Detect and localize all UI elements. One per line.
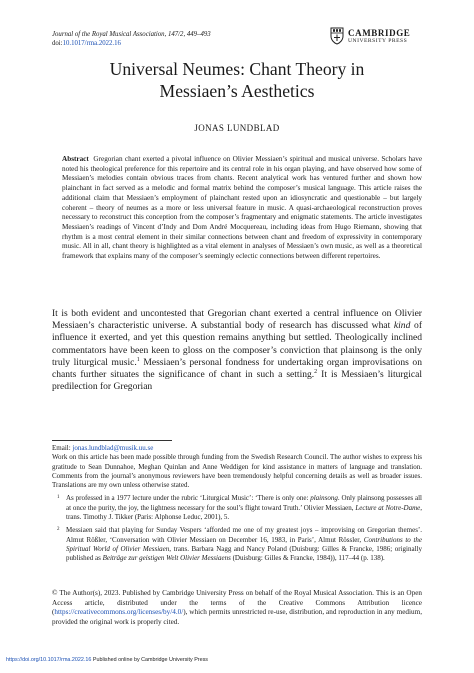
article-title — [0, 58, 474, 102]
notes-section — [52, 444, 422, 564]
abstract-label: Abstract — [62, 155, 89, 163]
body-text-segment: Messiaen’s personal fondness for undertaking organ improvisations on chants further situates the significance of chant in such a setting. — [52, 356, 422, 381]
publisher-logo — [330, 27, 422, 49]
copyright-text: ), which permits unrestricted re-use, distribution, and reproduction in any medium, provided the original work is properly cited. — [52, 608, 422, 626]
article-author: JONAS LUNDBLAD — [194, 123, 280, 133]
footnote-1 — [52, 494, 422, 522]
abstract-text: Gregorian chant exerted a pivotal influence on Olivier Messiaen’s spiritual and musical universe. Scholars have noted his theological preference for this repertoire and its central role in his organ playing, and have observed how some of Messiaen’s melodies contain obvious traces from chants. Recent analytical work has ventured further and shown how plainchant in fact served as a melodic and formal matrix behind the composer’s musical language. This article raises the additional claim that Messiaen’s employment of plainchant rested upon an idiosyncratic and questionable – but largely coherent – theory of neumes as a more or less universal feature in music. A quasi-archaeological reconstruction proves necessary to reconstruct this conception from the composer’s fragmentary and enigmatic statements. The article investigates Messiaen’s readings of Vincent d’Indy and Dom André Mocquereau, including ideas from Hugo Riemann, showing that rhythm is a most central element in their similar connections between chant and freedom of expressivity in contemporary music. All in all, chant theory is highlighted as a vital element in analyses of Messiaen’s own music, as well as a theoretical framework that explains many of the composer’s seemingly eclectic connections between different repertoires. — [62, 155, 423, 261]
footnote-2 — [52, 526, 422, 563]
footnote-italic: plainsong — [310, 494, 338, 503]
title-line-2: Messiaen’s Aesthetics — [159, 81, 315, 101]
copyright-text: © The Author(s), 2023. Published by Cambridge University Press on behalf of the Royal Musical Association. This is an Open Access article, distributed under the terms of the Creative Commons Attribution licence ( — [52, 589, 422, 617]
acknowledgement: Work on this article has been made possible through funding from the Swedish Research Council. The author wishes to express his gratitude to Sean Dunnahoe, Meghan Quinlan and Anne Weddigen for kind assistance in matters of language and translation. Comments from the journal’s anonymous reviewers have been tremendously helpful concerning details as well as broader issues. Translations are my own unless otherwise stated. — [52, 453, 422, 490]
footnote-text: Messiaen said that playing for Sunday Vespers ‘afforded me one of my greatest joys – improvising on Gregorian themes’. Almut Rößler, ‘Conversation with Olivier Messiaen on December 16, 1983, in Paris’, Almut Rössler, — [66, 526, 422, 544]
publisher-name: CAMBRIDGE — [348, 28, 411, 38]
journal-header — [52, 30, 211, 48]
author-email — [52, 444, 422, 453]
footnote-ref-2[interactable]: 2 — [314, 368, 318, 375]
doi-prefix: doi: — [52, 40, 63, 47]
footnote-italic: Lecture at Notre-Dame — [355, 503, 421, 512]
abstract — [62, 155, 422, 262]
publisher-subname: UNIVERSITY PRESS — [348, 38, 408, 44]
body-text-segment: of influence it exerted, and yet this question remains anything but settled. Theologically inclined commentators have been keen to gloss on the composer’s conviction that plainsong is the only truly liturgical music. — [52, 320, 422, 368]
doi-link[interactable]: 10.1017/rma.2022.16 — [62, 40, 121, 47]
footnote-divider — [52, 440, 172, 441]
email-link[interactable]: jonas.lundblad@musik.uu.se — [72, 444, 154, 452]
footer-doi-link[interactable]: https://doi.org/10.1017/rma.2022.16 — [6, 657, 92, 663]
journal-citation: Journal of the Royal Musical Association, 147/2, 449–493 — [52, 31, 211, 38]
footnote-number: 2 — [57, 527, 60, 533]
footnote-text: As professed in a 1977 lecture under the rubric ‘Liturgical Music’: ‘There is only one: — [66, 494, 311, 503]
footnote-text: . Only plainsong possesses all at once the purity, the joy, the lightness necessary for the soul’s flight toward Truth.’ Olivier Messiaen, — [66, 494, 422, 512]
footer-text: Published online by Cambridge University Press — [91, 657, 208, 663]
footnote-italic: Beiträge zur geistigen Welt Olivier Messiaens — [102, 554, 231, 563]
footnote-number: 1 — [57, 495, 60, 501]
title-line-1: Universal Neumes: Chant Theory in — [109, 59, 365, 79]
footnote-text: , trans. Timothy J. Tikker (Paris: Alphonse Leduc, 2001), 5. — [66, 503, 423, 522]
license-link[interactable]: https://creativecommons.org/licenses/by/4.0/ — [54, 608, 184, 617]
footnote-ref-1[interactable]: 1 — [136, 356, 140, 363]
page-footer — [6, 657, 208, 663]
body-emphasis: kind — [393, 320, 411, 332]
body-text-segment: It is both evident and uncontested that Gregorian chant exerted a central influence on Olivier Messiaen’s characteristic universe. A substantial body of research has discussed what — [52, 308, 422, 332]
email-label: Email: — [52, 444, 73, 452]
footnote-text: (Duisburg: Gilles & Francke, 1984)), 117–44 (p. 138). — [230, 554, 385, 563]
footnote-italic: Contributions to the Spiritual World of Olivier Messiaen — [66, 535, 422, 553]
cambridge-shield-icon — [330, 27, 344, 45]
body-text-segment: It is Messiaen’s liturgical predilection for Gregorian — [52, 369, 422, 393]
footnote-text: , trans. Barbara Nagg and Nancy Poland (Duisburg: Gilles & Francke, 1986; originally published as — [66, 544, 422, 563]
body-paragraph — [52, 308, 422, 393]
copyright-notice — [52, 589, 422, 627]
journal-doi — [52, 39, 211, 48]
